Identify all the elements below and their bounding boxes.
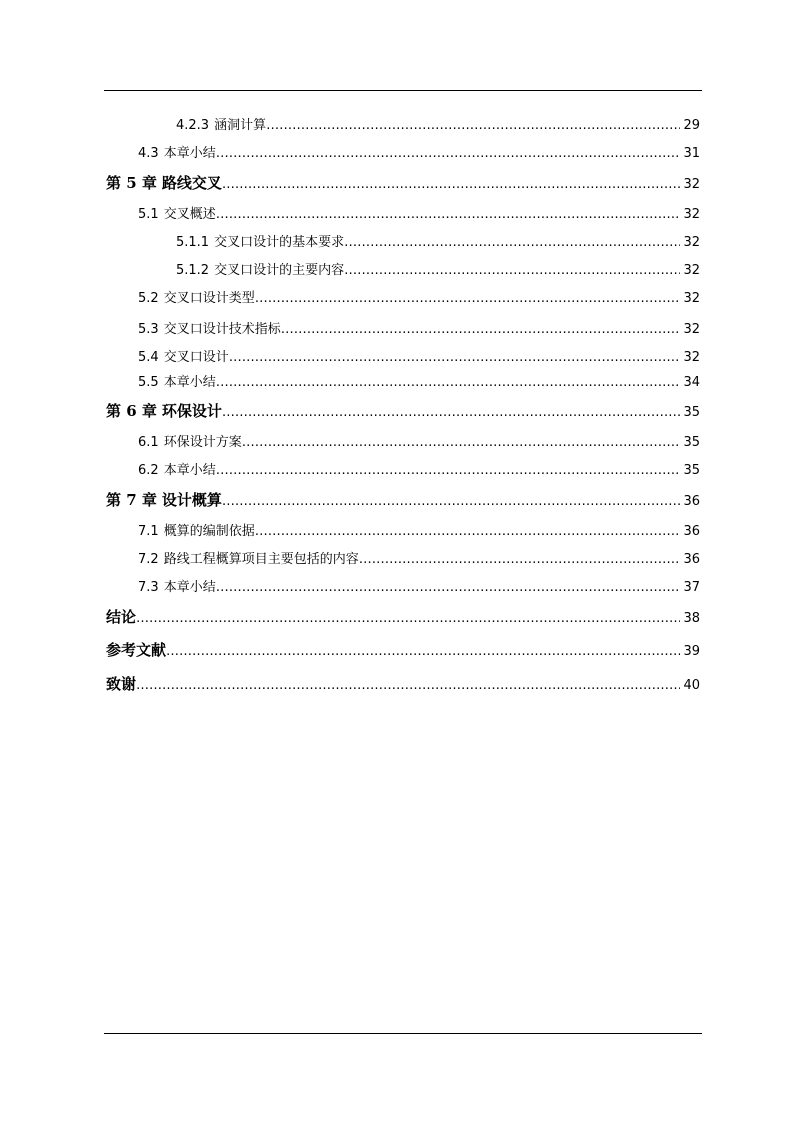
toc-entry-page: 32 xyxy=(683,235,700,250)
toc-entry[interactable] xyxy=(106,673,700,695)
toc-entry-page: 36 xyxy=(683,524,700,539)
toc-entry[interactable] xyxy=(138,142,700,164)
toc-entry-title: 本章小结 xyxy=(163,580,216,595)
toc-entry-page: 35 xyxy=(683,405,700,420)
toc-entry-number: 第 5 章 xyxy=(106,174,157,192)
toc-entry[interactable] xyxy=(138,459,700,481)
toc-entry[interactable] xyxy=(106,172,700,194)
toc-entry[interactable] xyxy=(176,231,700,253)
toc-entry[interactable] xyxy=(138,287,700,309)
dot-leader xyxy=(222,494,680,509)
toc-entry[interactable] xyxy=(138,548,700,570)
toc-entry-number: 5.1.2 xyxy=(176,263,210,278)
toc-entry-title: 交叉口设计的基本要求 xyxy=(214,235,345,250)
dot-leader xyxy=(216,463,680,478)
dot-leader xyxy=(136,611,680,626)
toc-entry-page: 38 xyxy=(683,611,700,626)
dot-leader xyxy=(344,235,680,250)
toc-entry-number: 5.4 xyxy=(138,350,159,365)
toc-entry-title: 本章小结 xyxy=(163,463,216,478)
dot-leader xyxy=(255,524,680,539)
dot-leader xyxy=(216,146,680,161)
dot-leader xyxy=(242,435,680,450)
toc-entry-title: 本章小结 xyxy=(163,375,216,390)
dot-leader xyxy=(255,291,680,306)
toc-entry-title: 路线工程概算项目主要包括的内容 xyxy=(163,552,359,567)
dot-leader xyxy=(222,177,680,192)
toc-entry-number: 4.2.3 xyxy=(176,118,210,133)
toc-entry-number: 6.2 xyxy=(138,463,159,478)
dot-leader xyxy=(136,678,680,693)
toc-entry-title: 路线交叉 xyxy=(161,174,222,192)
toc-entry-title: 交叉口设计 xyxy=(163,350,229,365)
dot-leader xyxy=(229,350,680,365)
toc-entry-number: 7.1 xyxy=(138,524,159,539)
toc-entry[interactable] xyxy=(138,371,700,393)
dot-leader xyxy=(266,118,680,133)
toc-entry-page: 31 xyxy=(683,146,700,161)
toc-entry-page: 35 xyxy=(683,435,700,450)
dot-leader xyxy=(216,207,680,222)
toc-entry-page: 36 xyxy=(683,494,700,509)
toc-entry[interactable] xyxy=(106,400,700,422)
toc-entry[interactable] xyxy=(106,606,700,628)
toc-entry-page: 32 xyxy=(683,322,700,337)
toc-entry-page: 34 xyxy=(683,375,700,390)
toc-entry-page: 35 xyxy=(683,463,700,478)
toc-entry-number: 7.2 xyxy=(138,552,159,567)
dot-leader xyxy=(166,644,680,659)
toc-entry-number: 5.3 xyxy=(138,322,159,337)
toc-entry-number: 5.5 xyxy=(138,375,159,390)
toc-entry-title: 环保设计方案 xyxy=(163,435,242,450)
toc-entry[interactable] xyxy=(138,431,700,453)
toc-entry-number: 7.3 xyxy=(138,580,159,595)
toc-entry-number: 5.1.1 xyxy=(176,235,210,250)
toc-entry[interactable] xyxy=(138,318,700,340)
toc-entry-title: 概算的编制依据 xyxy=(163,524,255,539)
toc-entry[interactable] xyxy=(176,259,700,281)
toc-entry-page: 40 xyxy=(683,678,700,693)
toc-entry-title: 交叉概述 xyxy=(163,207,216,222)
toc-entry-page: 36 xyxy=(683,552,700,567)
toc-entry-number: 第 7 章 xyxy=(106,491,157,509)
dot-leader xyxy=(216,580,680,595)
toc-entry-page: 32 xyxy=(683,350,700,365)
toc-entry[interactable] xyxy=(176,114,700,136)
toc-entry-number: 6.1 xyxy=(138,435,159,450)
toc-entry-page: 32 xyxy=(683,263,700,278)
toc-entry-title: 交叉口设计的主要内容 xyxy=(214,263,345,278)
dot-leader xyxy=(281,322,680,337)
dot-leader xyxy=(222,405,680,420)
toc-entry-title: 交叉口设计类型 xyxy=(163,291,255,306)
toc-entry-number: 5.2 xyxy=(138,291,159,306)
toc-entry-page: 32 xyxy=(683,177,700,192)
toc-entry-page: 32 xyxy=(683,291,700,306)
toc-entry-title: 涵洞计算 xyxy=(214,118,267,133)
toc-entry-title: 交叉口设计技术指标 xyxy=(163,322,281,337)
toc-entry-title: 本章小结 xyxy=(163,146,216,161)
toc-entry-title: 结论 xyxy=(106,608,137,626)
dot-leader xyxy=(359,552,680,567)
toc-entry-page: 37 xyxy=(683,580,700,595)
toc-entry[interactable] xyxy=(106,639,700,661)
toc-entry[interactable] xyxy=(138,203,700,225)
toc-entry-title: 设计概算 xyxy=(161,491,222,509)
toc-entry[interactable] xyxy=(138,576,700,598)
toc-entry-title: 环保设计 xyxy=(161,402,222,420)
toc-entry-page: 32 xyxy=(683,207,700,222)
toc-entry-title: 参考文献 xyxy=(106,641,167,659)
toc-entry-page: 29 xyxy=(683,118,700,133)
toc-entry-title: 致谢 xyxy=(106,675,137,693)
toc-entry-page: 39 xyxy=(683,644,700,659)
toc-entry-number: 5.1 xyxy=(138,207,159,222)
toc-entry-number: 第 6 章 xyxy=(106,402,157,420)
footer-rule xyxy=(104,1033,702,1034)
toc-entry[interactable] xyxy=(138,520,700,542)
toc-entry[interactable] xyxy=(106,489,700,511)
toc-entry[interactable] xyxy=(138,346,700,368)
toc-entry-number: 4.3 xyxy=(138,146,159,161)
dot-leader xyxy=(216,375,680,390)
dot-leader xyxy=(344,263,680,278)
